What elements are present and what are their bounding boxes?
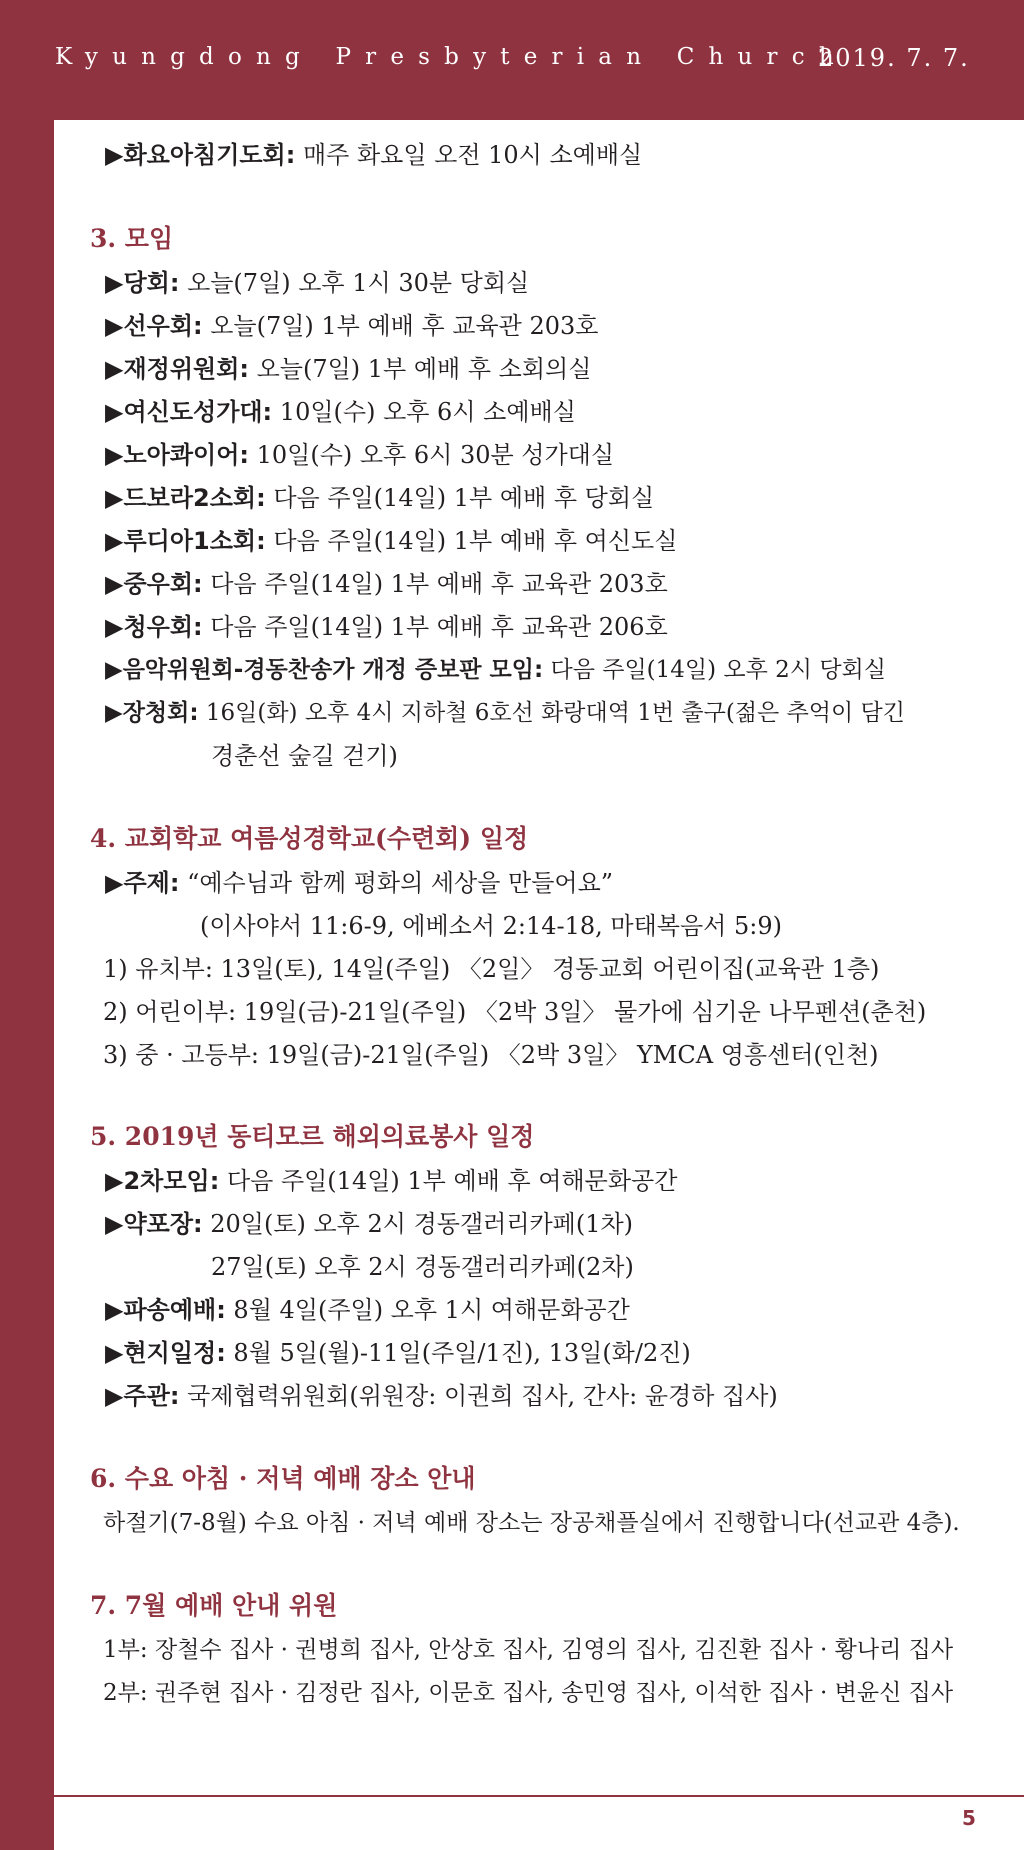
item-label: ▶화요아침기도회: xyxy=(105,141,296,169)
item-text: 8월 5일(월)-11일(주일/1진), 13일(화/2진) xyxy=(225,1339,691,1367)
item-text: 다음 주일(14일) 1부 예배 후 교육관 206호 xyxy=(202,613,668,641)
item-label: ▶드보라2소회: xyxy=(105,484,266,512)
usher-list-line: 1부: 장철수 집사 · 권병희 집사, 안상호 집사, 김영의 집사, 김진환 집사 · 황나리 집사 xyxy=(103,1637,954,1663)
item-label: ▶재정위원회: xyxy=(105,355,249,383)
item-label: ▶현지일정: xyxy=(105,1339,226,1367)
item-label: ▶파송예배: xyxy=(105,1296,226,1324)
church-name: Kyungdong Presbyterian Church xyxy=(55,44,848,70)
item-label: ▶여신도성가대: xyxy=(105,398,273,426)
list-item xyxy=(105,654,886,686)
left-accent-bar xyxy=(0,0,54,1850)
item-label: ▶음악위원회-경동찬송가 개정 증보판 모임: xyxy=(105,657,544,683)
item-text: “예수님과 함께 평화의 세상을 만들어요” xyxy=(179,869,614,897)
item-label: ▶당회: xyxy=(105,269,180,297)
list-item xyxy=(105,396,576,428)
item-label: ▶루디아1소회: xyxy=(105,527,266,555)
list-item: 2) 어린이부: 19일(금)-21일(주일) 〈2박 3일〉 물가에 심기운 나무펜션(춘천) xyxy=(103,998,927,1026)
item-text: 국제협력위원회(위원장: 이권희 집사, 간사: 윤경하 집사) xyxy=(179,1382,778,1410)
list-item: 1) 유치부: 13일(토), 14일(주일) 〈2일〉 경동교회 어린이집(교육관 1층) xyxy=(103,955,880,983)
item-text: 10일(수) 오후 6시 소예배실 xyxy=(272,398,576,426)
item-label: ▶2차모임: xyxy=(105,1167,220,1195)
theme-line xyxy=(105,867,613,899)
section-title: 5. 2019년 동티모르 해외의료봉사 일정 xyxy=(90,1122,535,1151)
list-item xyxy=(105,1380,778,1412)
item-label: ▶선우회: xyxy=(105,312,203,340)
item-text: 오늘(7일) 1부 예배 후 교육관 203호 xyxy=(202,312,599,340)
item-label: ▶주관: xyxy=(105,1382,180,1410)
item-text: 매주 화요일 오전 10시 소예배실 xyxy=(295,141,643,169)
section-title: 6. 수요 아침 · 저녁 예배 장소 안내 xyxy=(90,1464,476,1493)
item-label: ▶청우회: xyxy=(105,613,203,641)
list-item xyxy=(105,139,642,171)
item-text: 16일(화) 오후 4시 지하철 6호선 화랑대역 1번 출구(젊은 추억이 담긴 xyxy=(198,700,905,726)
item-text: 오늘(7일) 오후 1시 30분 당회실 xyxy=(179,269,530,297)
notice-text: 하절기(7-8월) 수요 아침 · 저녁 예배 장소는 장공채플실에서 진행합니다(선교관 4층). xyxy=(103,1510,960,1536)
list-item-continuation: 경춘선 숲길 걷기) xyxy=(211,742,398,770)
list-item xyxy=(105,1165,677,1197)
item-text: 8월 4일(주일) 오후 1시 여해문화공간 xyxy=(225,1296,630,1324)
list-item xyxy=(105,568,668,600)
item-text: 다음 주일(14일) 1부 예배 후 여신도실 xyxy=(265,527,678,555)
section-title: 4. 교회학교 여름성경학교(수련회) 일정 xyxy=(90,824,529,853)
list-item xyxy=(105,525,677,557)
section-title: 3. 모임 xyxy=(90,224,174,253)
list-item xyxy=(105,439,614,471)
list-item xyxy=(105,1208,633,1240)
list-item xyxy=(105,310,598,342)
list-item xyxy=(105,1294,630,1326)
list-item xyxy=(105,1337,691,1369)
list-item xyxy=(105,267,529,299)
item-text: 다음 주일(14일) 오후 2시 당회실 xyxy=(543,657,886,683)
bulletin-date: 2019. 7. 7. xyxy=(818,44,970,72)
list-item: 3) 중 · 고등부: 19일(금)-21일(주일) 〈2박 3일〉 YMCA 영흥센터(인천) xyxy=(103,1041,879,1069)
item-text: 다음 주일(14일) 1부 예배 후 당회실 xyxy=(265,484,655,512)
item-text: 20일(토) 오후 2시 경동갤러리카페(1차) xyxy=(202,1210,634,1238)
item-text: 오늘(7일) 1부 예배 후 소회의실 xyxy=(248,355,592,383)
theme-references: (이사야서 11:6-9, 에베소서 2:14-18, 마태복음서 5:9) xyxy=(200,912,782,940)
item-label: ▶중우회: xyxy=(105,570,203,598)
item-text: 다음 주일(14일) 1부 예배 후 여해문화공간 xyxy=(219,1167,678,1195)
list-item xyxy=(105,482,654,514)
item-label: ▶장청회: xyxy=(105,700,199,726)
item-label: ▶주제: xyxy=(105,869,180,897)
item-text: 10일(수) 오후 6시 30분 성가대실 xyxy=(248,441,615,469)
section-title: 7. 7월 예배 안내 위원 xyxy=(90,1591,338,1620)
list-item-continuation: 27일(토) 오후 2시 경동갤러리카페(2차) xyxy=(211,1253,634,1281)
list-item xyxy=(105,697,905,729)
usher-list-line: 2부: 권주현 집사 · 김정란 집사, 이문호 집사, 송민영 집사, 이석한 집사 · 변윤신 집사 xyxy=(103,1680,954,1706)
list-item xyxy=(105,611,668,643)
item-label: ▶약포장: xyxy=(105,1210,203,1238)
page-number: 5 xyxy=(962,1806,976,1830)
footer-divider xyxy=(54,1795,1024,1797)
header-bar xyxy=(0,0,1024,120)
list-item xyxy=(105,353,591,385)
item-text: 다음 주일(14일) 1부 예배 후 교육관 203호 xyxy=(202,570,668,598)
item-label: ▶노아콰이어: xyxy=(105,441,249,469)
